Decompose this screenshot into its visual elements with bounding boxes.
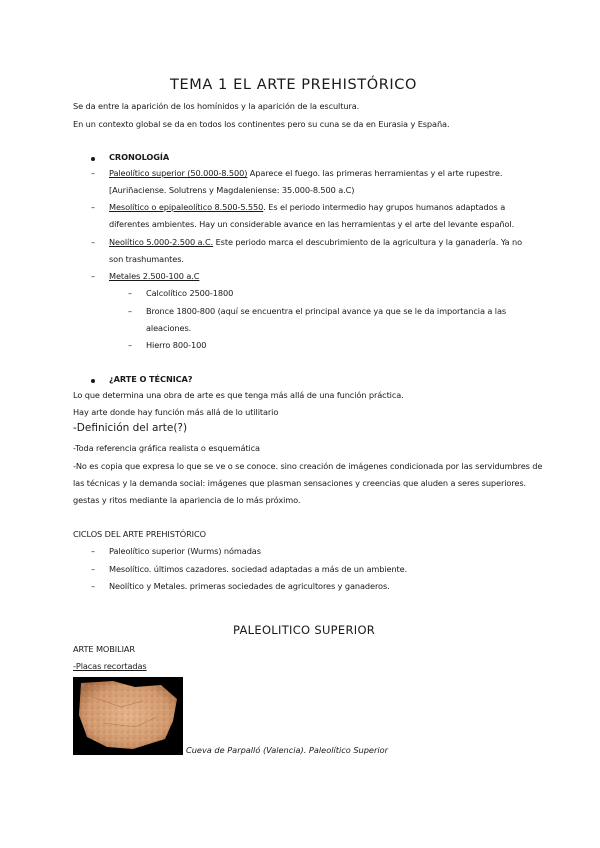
section-heading-paleolitico: PALEOLITICO SUPERIOR bbox=[233, 623, 376, 637]
dash-icon: – bbox=[128, 340, 133, 350]
cronologia-term: Mesolítico o epipaleolítico 8.500-5.550 bbox=[109, 202, 264, 212]
cronologia-item-cont: [Auriñaciense. Solutrens y Magdaleniense: 35.000-8.500 a.C) bbox=[109, 185, 355, 195]
dash-icon: – bbox=[91, 271, 96, 281]
definicion-heading: -Definición del arte(?) bbox=[73, 422, 188, 434]
bullet-icon bbox=[91, 379, 95, 383]
arte-mobiliar-label: ARTE MOBILIAR bbox=[73, 644, 135, 654]
cronologia-term: Metales 2.500-100 a.C bbox=[109, 271, 200, 281]
definicion-line: las técnicas y la demanda social: imágenes que plasman sensaciones y creencias que aluden a seres superiores. bbox=[73, 478, 526, 488]
intro-line: Se da entre la aparición de los homínidos y la aparición de la escultura. bbox=[73, 101, 360, 111]
dash-icon: – bbox=[91, 202, 96, 212]
dash-icon: – bbox=[91, 237, 96, 247]
metales-item: Calcolítico 2500-1800 bbox=[146, 288, 234, 298]
definicion-line: -No es copia que expresa lo que se ve o se conoce. sino creación de imágenes condicionada por las servidumbres de bbox=[73, 461, 543, 471]
placas-label: -Placas recortadas bbox=[73, 661, 147, 671]
dash-icon: – bbox=[91, 564, 96, 574]
cronologia-text: . Es el periodo intermedio hay grupos humanos adaptados a bbox=[263, 202, 506, 212]
metales-item-cont: aleaciones. bbox=[146, 323, 192, 333]
dash-icon: – bbox=[128, 306, 133, 316]
ciclo-item: Neolítico y Metales. primeras sociedades de agricultores y ganaderos. bbox=[109, 581, 390, 591]
section-heading-ciclos: CICLOS DEL ARTE PREHISTÓRICO bbox=[73, 529, 206, 539]
metales-item: Bronce 1800-800 (aquí se encuentra el principal avance ya que se le da importancia a las bbox=[146, 306, 507, 316]
cronologia-term: Paleolítico superior (50.000-8.500) bbox=[109, 168, 248, 178]
cronologia-item bbox=[109, 202, 505, 212]
cronologia-term: Neolítico 5.000-2.500 a.C. bbox=[109, 237, 214, 247]
definicion-line: gestas y ritos mediante la apariencia de lo más próximo. bbox=[73, 495, 301, 505]
placa-recortada-image bbox=[73, 677, 183, 755]
ciclo-item: Paleolítico superior (Wurms) nómadas bbox=[109, 546, 261, 556]
cronologia-text: Este periodo marca el descubrimiento de la agricultura y la ganadería. Ya no bbox=[213, 237, 523, 247]
cronologia-item-cont: diferentes ambientes. Hay un considerable avance en las herramientas y el arte del levante español. bbox=[109, 219, 515, 229]
page-title: TEMA 1 EL ARTE PREHISTÓRICO bbox=[170, 77, 418, 93]
cronologia-item bbox=[109, 168, 502, 178]
bullet-icon bbox=[91, 157, 95, 161]
section-heading-cronologia: CRONOLOGÍA bbox=[109, 152, 170, 162]
intro-line: En un contexto global se da en todos los continentes pero su cuna se da en Eurasia y España. bbox=[73, 119, 450, 129]
arte-line: Hay arte donde hay función más allá de lo utilitario bbox=[73, 407, 279, 417]
metales-item: Hierro 800-100 bbox=[146, 340, 207, 350]
definicion-line: -Toda referencia gráfica realista o esquemática bbox=[73, 443, 260, 453]
dash-icon: – bbox=[91, 581, 96, 591]
image-caption: Cueva de Parpalló (Valencia). Paleolítico Superior bbox=[186, 745, 388, 755]
arte-line: Lo que determina una obra de arte es que tenga más allá de una función práctica. bbox=[73, 390, 404, 400]
section-heading-arte-tecnica: ¿ARTE O TÉCNICA? bbox=[109, 374, 193, 384]
cronologia-text: Aparece el fuego. las primeras herramientas y el arte rupestre. bbox=[247, 168, 503, 178]
dash-icon: – bbox=[91, 168, 96, 178]
dash-icon: – bbox=[128, 288, 133, 298]
ciclo-item: Mesolítico. últimos cazadores. sociedad adaptadas a más de un ambiente. bbox=[109, 564, 408, 574]
cronologia-item bbox=[109, 237, 522, 247]
dash-icon: – bbox=[91, 546, 96, 556]
cronologia-item-cont: son trashumantes. bbox=[109, 254, 184, 264]
